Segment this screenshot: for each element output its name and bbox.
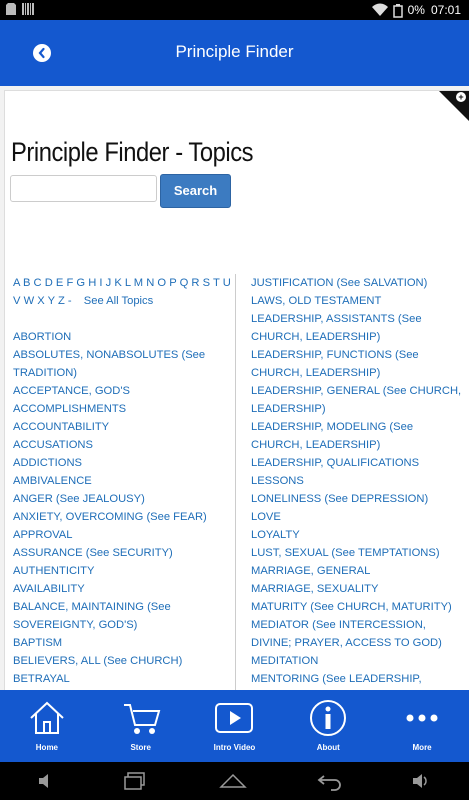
info-icon — [308, 698, 348, 738]
recent-apps-icon[interactable] — [124, 771, 148, 791]
volume-down-icon[interactable] — [36, 771, 56, 791]
topic-link[interactable]: BAPTISM — [13, 637, 63, 649]
topic-link[interactable]: LEADERSHIP, MODELING (See CHURCH, LEADERSHIP) — [251, 421, 414, 451]
topic-link[interactable]: APPROVAL — [13, 529, 73, 541]
app-title: Principle Finder — [175, 42, 294, 61]
topic-link[interactable]: ACCOMPLISHMENTS — [13, 403, 127, 415]
nav-intro-video-label: Intro Video — [213, 743, 256, 752]
topic-link[interactable]: AVAILABILITY — [13, 583, 85, 595]
nav-about-label: About — [316, 743, 340, 752]
nav-store-label: Store — [130, 743, 151, 752]
topic-link[interactable]: ANGER (See JEALOUSY) — [13, 493, 145, 505]
topics-left-column — [13, 274, 231, 706]
topic-link[interactable]: LONELINESS (See DEPRESSION) — [251, 493, 429, 505]
topic-link[interactable]: ACCEPTANCE, GOD'S — [13, 385, 130, 397]
topics-right-column — [251, 274, 466, 706]
nav-about[interactable] — [281, 690, 375, 762]
nav-store[interactable] — [94, 690, 188, 762]
alphabet-line-1[interactable]: A B C D E F G H I J K L M N O P Q R S T U — [13, 277, 231, 289]
search-button[interactable]: Search — [160, 174, 231, 208]
alphabet-index — [13, 274, 231, 310]
right-topic-list — [251, 274, 466, 706]
topic-link[interactable]: MARRIAGE, GENERAL — [251, 565, 371, 577]
topic-link[interactable]: LAWS, OLD TESTAMENT — [251, 295, 382, 307]
left-topic-list — [13, 328, 231, 706]
clock: 07:01 — [430, 3, 461, 17]
bottom-nav — [0, 690, 469, 762]
app-header — [0, 20, 469, 86]
topic-link[interactable]: LESSONS — [251, 475, 304, 487]
nav-intro-video[interactable] — [188, 690, 282, 762]
volume-up-icon[interactable] — [410, 771, 430, 791]
web-view — [4, 90, 469, 694]
home-icon — [27, 698, 67, 738]
topic-link[interactable]: AMBIVALENCE — [13, 475, 92, 487]
expand-icon[interactable]: + — [456, 92, 466, 102]
topic-link[interactable]: LUST, SEXUAL (See TEMPTATIONS) — [251, 547, 440, 559]
topic-link[interactable]: ACCUSATIONS — [13, 439, 93, 451]
topic-link[interactable]: MATURITY (See CHURCH, MATURITY) — [251, 601, 452, 613]
topic-link[interactable]: MEDIATOR (See INTERCESSION, DIVINE; PRAYER, ACCESS TO GOD) — [251, 619, 442, 649]
system-nav-bar — [0, 762, 469, 800]
topic-link[interactable]: ASSURANCE (See SECURITY) — [13, 547, 173, 559]
topic-link[interactable]: ADDICTIONS — [13, 457, 82, 469]
topic-link[interactable]: LEADERSHIP, ASSISTANTS (See CHURCH, LEADERSHIP) — [251, 313, 422, 343]
topic-link[interactable]: LOVE — [251, 511, 281, 523]
battery-percent: 0% — [407, 3, 425, 17]
topic-link[interactable]: AUTHENTICITY — [13, 565, 95, 577]
topic-link[interactable]: ABORTION — [13, 331, 72, 343]
nav-more-label: More — [412, 743, 432, 752]
topic-link[interactable]: LEADERSHIP, GENERAL (See CHURCH, LEADERSHIP) — [251, 385, 462, 415]
topic-link[interactable]: MARRIAGE, SEXUALITY — [251, 583, 379, 595]
alphabet-line-2-letters[interactable]: V W X Y Z - — [13, 295, 72, 307]
more-icon — [402, 698, 442, 738]
page-title: Principle Finder - Topics — [11, 137, 254, 167]
cart-icon — [121, 698, 161, 738]
back-nav-icon[interactable] — [316, 771, 344, 791]
play-icon — [214, 698, 254, 738]
wifi-icon — [372, 4, 388, 16]
barcode-icon — [22, 3, 34, 15]
topic-link[interactable]: LEADERSHIP, QUALIFICATIONS — [251, 457, 420, 469]
topic-link[interactable]: ANXIETY, OVERCOMING (See FEAR) — [13, 511, 207, 523]
sd-card-icon — [6, 3, 16, 15]
topic-link[interactable]: ACCOUNTABILITY — [13, 421, 110, 433]
topic-link[interactable]: MENTORING (See LEADERSHIP, — [251, 673, 422, 685]
topic-link[interactable]: MEDITATION — [251, 655, 319, 667]
topic-link[interactable]: JUSTIFICATION (See SALVATION) — [251, 277, 428, 289]
battery-icon — [394, 4, 402, 17]
topic-link[interactable]: BALANCE, MAINTAINING (See SOVEREIGNTY, GOD'S) — [13, 601, 171, 631]
nav-home[interactable] — [0, 690, 94, 762]
see-all-topics-link[interactable]: See All Topics — [83, 295, 154, 307]
topic-link[interactable]: BETRAYAL — [13, 673, 70, 685]
topic-link[interactable]: BELIEVERS, ALL (See CHURCH) — [13, 655, 183, 667]
column-divider — [235, 274, 236, 704]
topic-link[interactable]: ABSOLUTES, NONABSOLUTES (See TRADITION) — [13, 349, 206, 379]
alphabet-line-2 — [13, 292, 231, 310]
search-input[interactable] — [10, 175, 157, 202]
topic-link[interactable]: LOYALTY — [251, 529, 300, 541]
nav-home-label: Home — [35, 743, 59, 752]
status-bar — [0, 0, 469, 20]
nav-more[interactable] — [375, 690, 469, 762]
topic-link[interactable]: LEADERSHIP, FUNCTIONS (See CHURCH, LEADERSHIP) — [251, 349, 419, 379]
home-nav-icon[interactable] — [218, 771, 248, 791]
content-area — [0, 86, 469, 690]
